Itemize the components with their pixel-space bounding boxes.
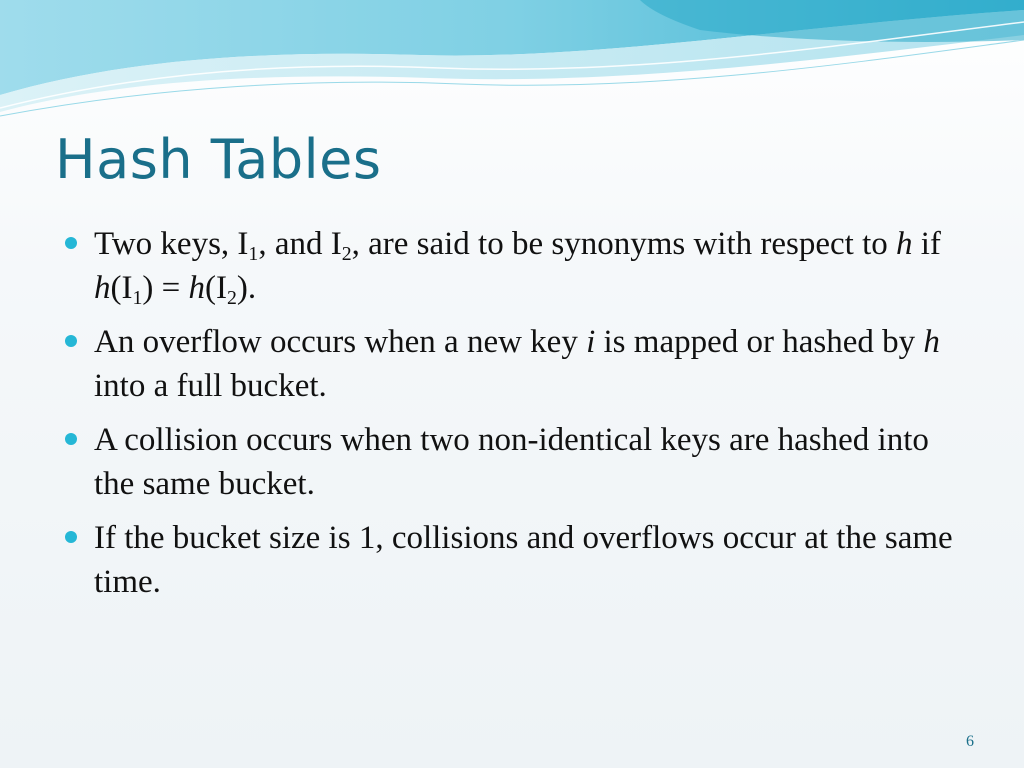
slide-title: Hash Tables (55, 128, 382, 191)
page-number: 6 (966, 733, 974, 750)
bullet-item-collision: A collision occurs when two non-identical keys are hashed into the same bucket. (62, 418, 962, 506)
bullet-dot-icon (65, 237, 77, 249)
header-wave-decoration (0, 0, 1024, 120)
bullet-dot-icon (65, 531, 77, 543)
bullet-item-bucket-size: If the bucket size is 1, collisions and overflows occur at the same time. (62, 516, 962, 604)
bullet-item-synonyms: Two keys, $I_1$, and $I_2$, are said to be synonyms with respect to h if $h(I_1) = h(I_2)$. (62, 222, 962, 310)
bullet-item-overflow: An overflow occurs when a new key i is mapped or hashed by h into a full bucket. (62, 320, 962, 408)
bullet-list (62, 222, 962, 614)
bullet-dot-icon (65, 433, 77, 445)
bullet-dot-icon (65, 335, 77, 347)
